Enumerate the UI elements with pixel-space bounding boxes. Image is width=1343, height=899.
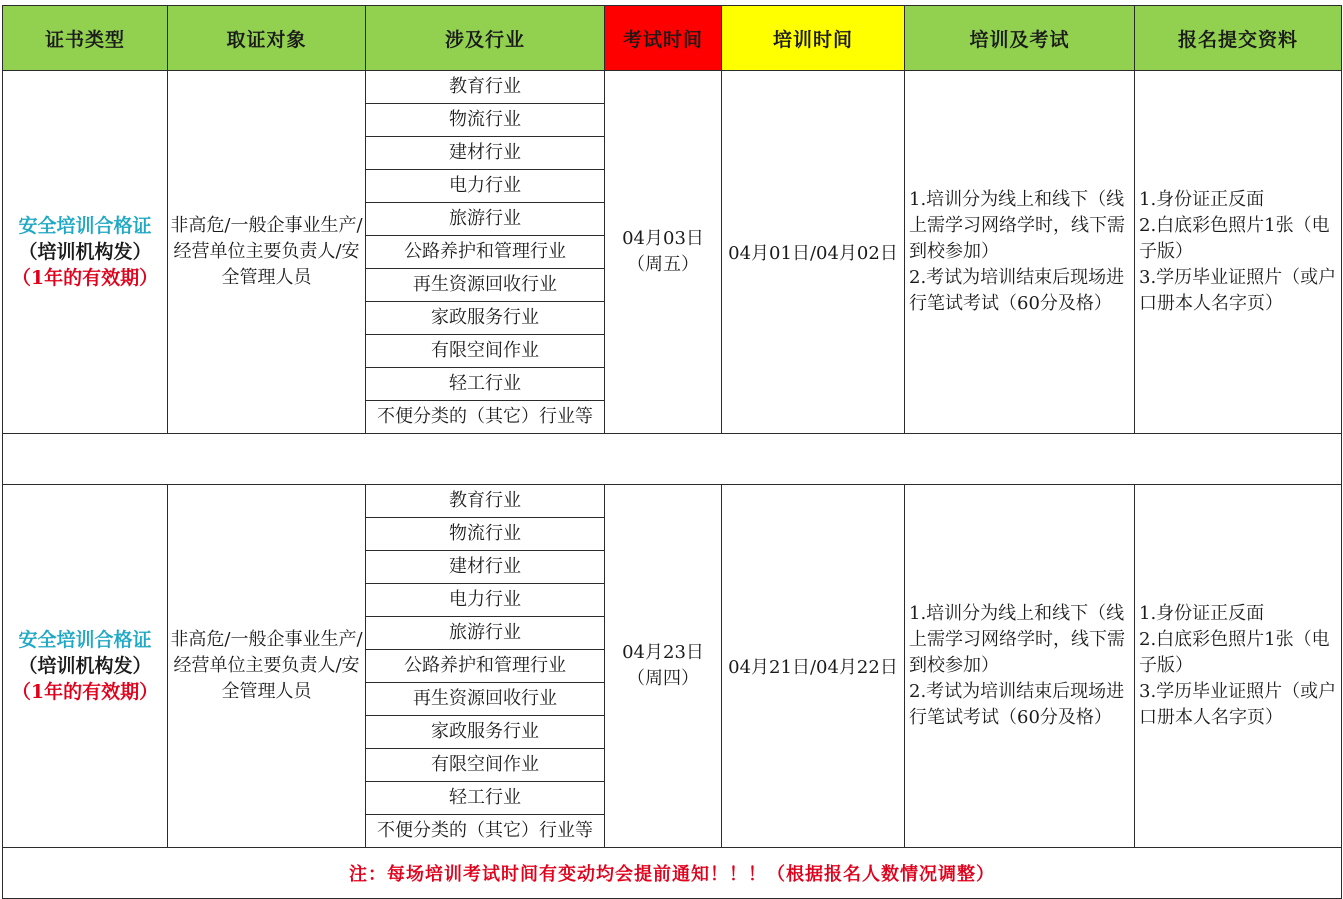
exam-weekday: （周四） bbox=[627, 668, 699, 689]
header-materials: 报名提交资料 bbox=[1135, 6, 1342, 71]
industry-item: 教育行业 bbox=[366, 485, 604, 518]
exam-weekday: （周五） bbox=[627, 254, 699, 275]
industry-item: 轻工行业 bbox=[366, 368, 604, 401]
exam-date: 04月23日 bbox=[622, 642, 704, 663]
header-row bbox=[3, 6, 1342, 71]
industry-item: 家政服务行业 bbox=[366, 302, 604, 335]
industry-item: 再生资源回收行业 bbox=[366, 269, 604, 302]
industry-item: 建材行业 bbox=[366, 137, 604, 170]
header-exam-time: 考试时间 bbox=[605, 6, 722, 71]
cert-type-cell bbox=[3, 485, 168, 848]
target-cell: 非高危/一般企事业生产/经营单位主要负责人/安全管理人员 bbox=[168, 71, 366, 434]
cert-validity: （1年的有效期） bbox=[11, 267, 159, 289]
industry-item: 轻工行业 bbox=[366, 782, 604, 815]
industry-item: 不便分类的（其它）行业等 bbox=[377, 406, 593, 427]
header-train-time: 培训时间 bbox=[722, 6, 905, 71]
session-row bbox=[3, 71, 1342, 434]
industry-list bbox=[366, 485, 604, 847]
exam-time-cell bbox=[605, 71, 722, 434]
industry-item: 不便分类的（其它）行业等 bbox=[377, 820, 593, 841]
industry-item: 教育行业 bbox=[366, 71, 604, 104]
train-time-cell: 04月21日/04月22日 bbox=[722, 485, 905, 848]
header-industry: 涉及行业 bbox=[366, 6, 605, 71]
cert-issuer: （培训机构发） bbox=[18, 241, 152, 263]
exam-date: 04月03日 bbox=[622, 228, 704, 249]
industry-item: 电力行业 bbox=[366, 584, 604, 617]
industry-item: 物流行业 bbox=[366, 518, 604, 551]
industry-item: 旅游行业 bbox=[366, 203, 604, 236]
train-exam-cell: 1.培训分为线上和线下（线上需学习网络学时，线下需到校参加） 2.考试为培训结束后现场进行笔试考试（60分及格） bbox=[905, 71, 1135, 434]
cert-name: 安全培训合格证 bbox=[18, 215, 152, 237]
industry-cell bbox=[366, 71, 605, 434]
cert-type-cell bbox=[3, 71, 168, 434]
cert-validity: （1年的有效期） bbox=[11, 681, 159, 703]
train-exam-cell: 1.培训分为线上和线下（线上需学习网络学时，线下需到校参加） 2.考试为培训结束后现场进行笔试考试（60分及格） bbox=[905, 485, 1135, 848]
industry-list bbox=[366, 71, 604, 433]
exam-time-cell bbox=[605, 485, 722, 848]
note-text: 注：每场培训考试时间有变动均会提前通知！！！（根据报名人数情况调整） bbox=[3, 848, 1342, 899]
industry-item: 公路养护和管理行业 bbox=[366, 650, 604, 683]
spacer-cell bbox=[3, 434, 1342, 485]
spacer-row bbox=[3, 434, 1342, 485]
train-time-cell: 04月01日/04月02日 bbox=[722, 71, 905, 434]
target-cell: 非高危/一般企事业生产/经营单位主要负责人/安全管理人员 bbox=[168, 485, 366, 848]
industry-item: 有限空间作业 bbox=[366, 749, 604, 782]
industry-item: 再生资源回收行业 bbox=[366, 683, 604, 716]
industry-item: 家政服务行业 bbox=[366, 716, 604, 749]
cert-issuer: （培训机构发） bbox=[18, 655, 152, 677]
industry-cell bbox=[366, 485, 605, 848]
header-target: 取证对象 bbox=[168, 6, 366, 71]
industry-item: 建材行业 bbox=[366, 551, 604, 584]
note-row bbox=[3, 848, 1342, 899]
materials-cell: 1.身份证正反面 2.白底彩色照片1张（电子版） 3.学历毕业证照片（或户口册本人名字页） bbox=[1135, 71, 1342, 434]
header-train-exam: 培训及考试 bbox=[905, 6, 1135, 71]
industry-item: 旅游行业 bbox=[366, 617, 604, 650]
session-row bbox=[3, 485, 1342, 848]
industry-item: 公路养护和管理行业 bbox=[366, 236, 604, 269]
schedule-table bbox=[2, 5, 1342, 899]
industry-item: 物流行业 bbox=[366, 104, 604, 137]
industry-item: 电力行业 bbox=[366, 170, 604, 203]
schedule-sheet bbox=[2, 5, 1341, 899]
header-cert-type: 证书类型 bbox=[3, 6, 168, 71]
materials-cell: 1.身份证正反面 2.白底彩色照片1张（电子版） 3.学历毕业证照片（或户口册本人名字页） bbox=[1135, 485, 1342, 848]
cert-name: 安全培训合格证 bbox=[18, 629, 152, 651]
industry-item: 有限空间作业 bbox=[366, 335, 604, 368]
